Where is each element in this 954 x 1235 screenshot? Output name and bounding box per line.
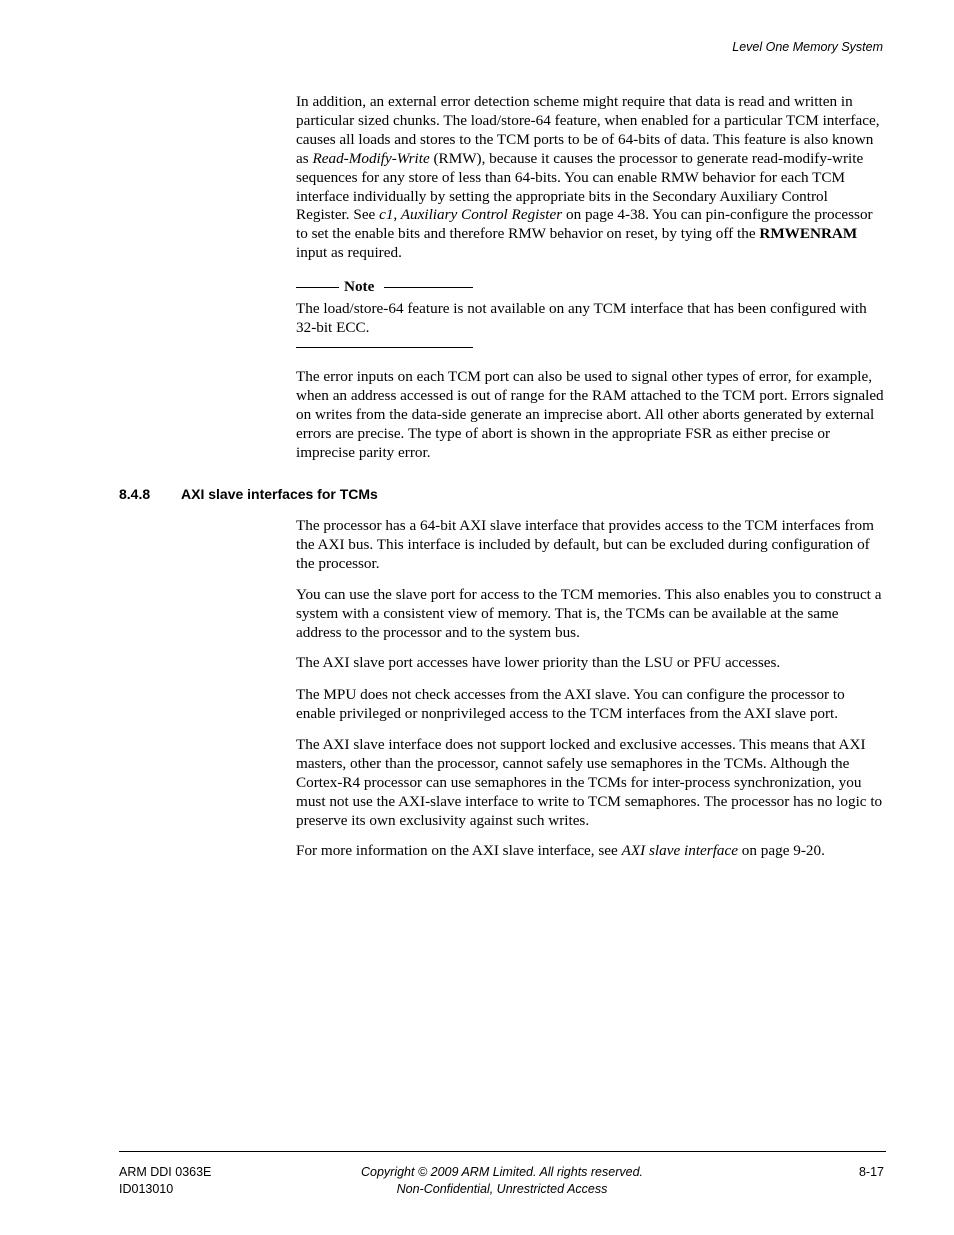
paragraph-text: The AXI slave interface does not support locked and exclusive accesses. This means that AXI masters, other than the processor, cannot safely use semaphores in the TCMs. Although the Cortex-R4 processor can use semaphores in the TCMs for inter-process synchronization, you must not use the AXI-slave interface to write to TCM semaphores. The processor has no logic to preserve its own exclusivity against such writes. (296, 736, 883, 829)
note-header (296, 279, 473, 295)
issue-id: ID013010 (119, 1181, 174, 1196)
section-paragraph-last (296, 842, 884, 861)
section-paragraph (296, 736, 884, 831)
text-run: (RMW), because it causes the processor to generate read-modify-write sequences for any store of less than 64-bits. You can enable RMW behavior for each TCM interface individually by setting the appropriate bits in the Secondary Auxiliary Control Register. See (296, 149, 864, 224)
page-number: 8-17 (858, 1165, 884, 1179)
cross-reference-link[interactable]: c1, Auxiliary Control Register (379, 206, 563, 224)
paragraph-text (296, 93, 884, 263)
section-title: AXI slave interfaces for TCMs (181, 486, 378, 502)
section-heading (119, 486, 378, 502)
section-number: 8.4.8 (119, 486, 151, 502)
copyright: Copyright © 2009 ARM Limited. All rights reserved. (360, 1165, 643, 1179)
term-read-modify-write: Read-Modify-Write (312, 149, 430, 167)
text-run: In addition, an external error detection scheme might require that data is read and written in particular sized chunks. The load/store-64 feature, when enabled for a particular TCM interface, causes all loads and stores to the TCM ports to be of 64-bits of data. This feature is also known as (296, 93, 880, 167)
footer-rule (119, 1151, 886, 1152)
cross-reference-link[interactable]: AXI slave interface (621, 842, 738, 859)
running-header: Level One Memory System (732, 40, 883, 54)
note-end-rule (296, 347, 473, 348)
text-run: input as required. (296, 244, 402, 262)
footer-right (859, 1164, 884, 1181)
text-run: For more information on the AXI slave interface, see (296, 842, 622, 859)
paragraph-text: The error inputs on each TCM port can also be used to signal other types of error, for example, when an address accessed is out of range for the RAM attached to the TCM port. Errors signaled on writes from the data-side generate an imprecise abort. All other aborts generated by external errors are precise. The type of abort is shown in the appropriate FSR as either precise or imprecise parity error. (296, 368, 884, 461)
paragraph-text: You can use the slave port for access to the TCM memories. This also enables you to construct a system with a consistent view of memory. That is, the TCMs can be available at the same address to the processor and to the system bus. (296, 586, 882, 641)
paragraph-error-inputs (296, 368, 884, 463)
footer-center (0, 1164, 954, 1197)
access-level: Non-Confidential, Unrestricted Access (396, 1181, 608, 1196)
paragraph-rmw (296, 93, 884, 263)
note-body (296, 300, 884, 338)
section-paragraph (296, 686, 884, 724)
note-rule-right (384, 287, 473, 288)
note-label: Note (344, 278, 375, 295)
paragraph-text: The AXI slave port accesses have lower priority than the LSU or PFU accesses. (296, 654, 781, 671)
paragraph-text: The MPU does not check accesses from the AXI slave. You can configure the processor to enable privileged or nonprivileged access to the TCM interfaces from the AXI slave port. (296, 686, 845, 722)
section-paragraph (296, 654, 884, 673)
note-rule-left (296, 287, 339, 288)
paragraph-text: The processor has a 64-bit AXI slave interface that provides access to the TCM interfaces from the AXI bus. This interface is included by default, but can be excluded during configuration of the processor. (296, 517, 874, 572)
text-run: on page 9-20. (737, 842, 825, 859)
text-run: on page 4-38. You can pin-configure the processor to set the enable bits and therefore RMW behavior on reset, by tying off the (296, 206, 873, 243)
doc-id: ARM DDI 0363E (119, 1165, 212, 1179)
paragraph-text (296, 842, 884, 861)
note-text: The load/store-64 feature is not available on any TCM interface that has been configured with 32-bit ECC. (296, 300, 867, 336)
signal-name: RMWENRAM (759, 225, 858, 243)
section-paragraph (296, 586, 884, 643)
section-paragraph (296, 517, 884, 574)
